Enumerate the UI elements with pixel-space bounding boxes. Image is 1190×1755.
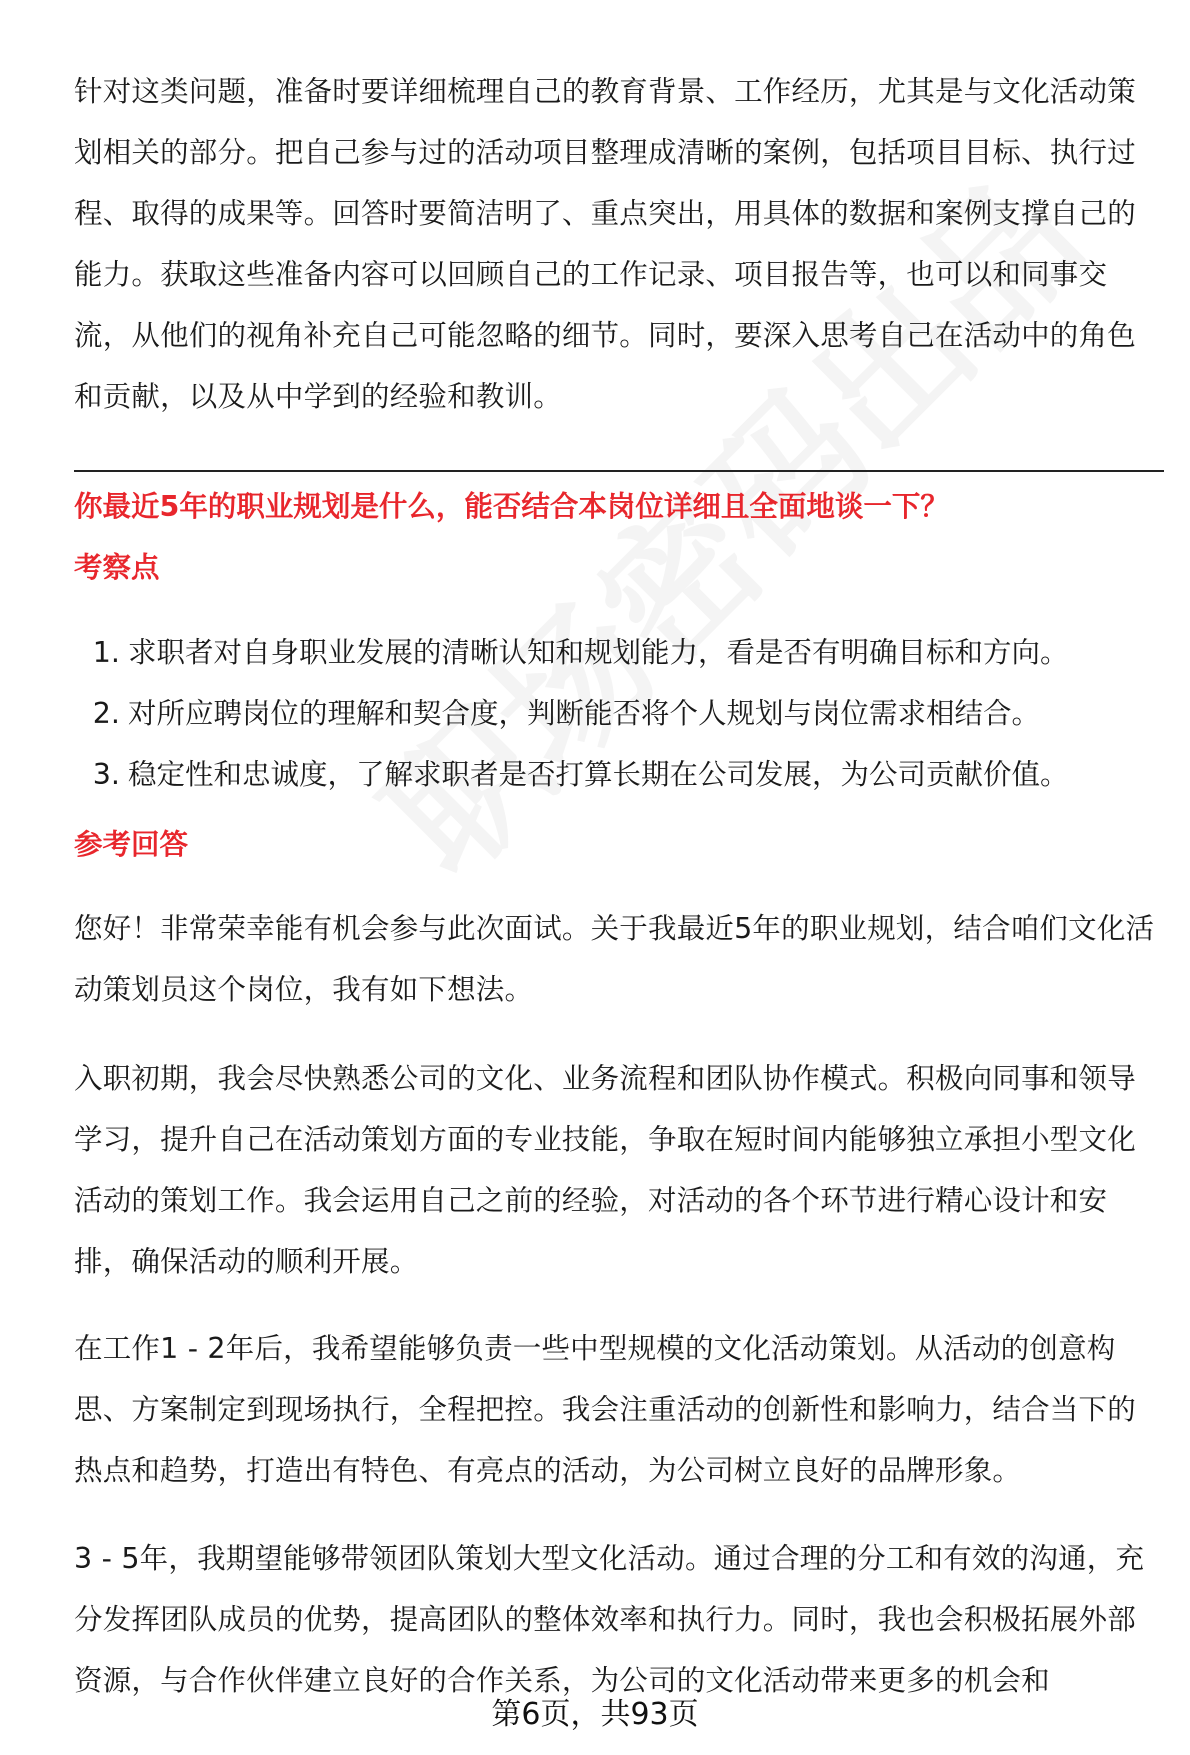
reference-paragraph-1: 您好！非常荣幸能有机会参与此次面试。关于我最近5年的职业规划，结合咱们文化活动策划员这个岗位，我有如下想法。 — [74, 912, 1155, 1006]
reference-paragraph-4: 3 - 5年，我期望能够带领团队策划大型文化活动。通过合理的分工和有效的沟通，充分发挥团队成员的优势，提高团队的整体效率和执行力。同时，我也会积极拓展外部资源，与合作伙伴建立良好的合作关系，为公司的文化活动带来更多的机会和 — [74, 1542, 1145, 1697]
list-text: 对所应聘岗位的理解和契合度，判断能否将个人规划与岗位需求相结合。 — [128, 697, 1041, 730]
reference-heading: 参考回答 — [74, 828, 189, 861]
intro-paragraph: 针对这类问题，准备时要详细梳理自己的教育背景、工作经历，尤其是与文化活动策划相关的部分。把自己参与过的活动项目整理成清晰的案例，包括项目目标、执行过程、取得的成果等。回答时要简洁明了、重点突出，用具体的数据和案例支撑自己的能力。获取这些准备内容可以回顾自己的工作记录、项目报告等，也可以和同事交流，从他们的视角补充自己可能忽略的细节。同时，要深入思考自己在活动中的角色和贡献，以及从中学到的经验和教训。 — [74, 75, 1136, 413]
assessment-list — [74, 622, 1164, 805]
reference-paragraph-2: 入职初期，我会尽快熟悉公司的文化、业务流程和团队协作模式。积极向同事和领导学习，提升自己在活动策划方面的专业技能，争取在短时间内能够独立承担小型文化活动的策划工作。我会运用自己之前的经验，对活动的各个环节进行精心设计和安排，确保活动的顺利开展。 — [74, 1062, 1136, 1278]
list-number: 3. — [92, 758, 120, 791]
document-page — [74, 0, 1164, 1755]
page-number: 第6页，共93页 — [491, 1697, 699, 1732]
list-number: 2. — [92, 697, 120, 730]
reference-paragraph-3: 在工作1 - 2年后，我希望能够负责一些中型规模的文化活动策划。从活动的创意构思、方案制定到现场执行，全程把控。我会注重活动的创新性和影响力，结合当下的热点和趋势，打造出有特色、有亮点的活动，为公司树立良好的品牌形象。 — [74, 1332, 1136, 1487]
list-number: 1. — [92, 636, 120, 669]
list-text: 稳定性和忠诚度，了解求职者是否打算长期在公司发展，为公司贡献价值。 — [128, 758, 1069, 791]
list-text: 求职者对自身职业发展的清晰认知和规划能力，看是否有明确目标和方向。 — [128, 636, 1069, 669]
assessment-heading: 考察点 — [74, 551, 160, 584]
question-heading: 你最近5年的职业规划是什么，能否结合本岗位详细且全面地谈一下？ — [74, 490, 949, 523]
section-divider — [74, 470, 1164, 472]
list-item — [74, 622, 1164, 683]
list-item — [74, 683, 1164, 744]
list-item — [74, 744, 1164, 805]
